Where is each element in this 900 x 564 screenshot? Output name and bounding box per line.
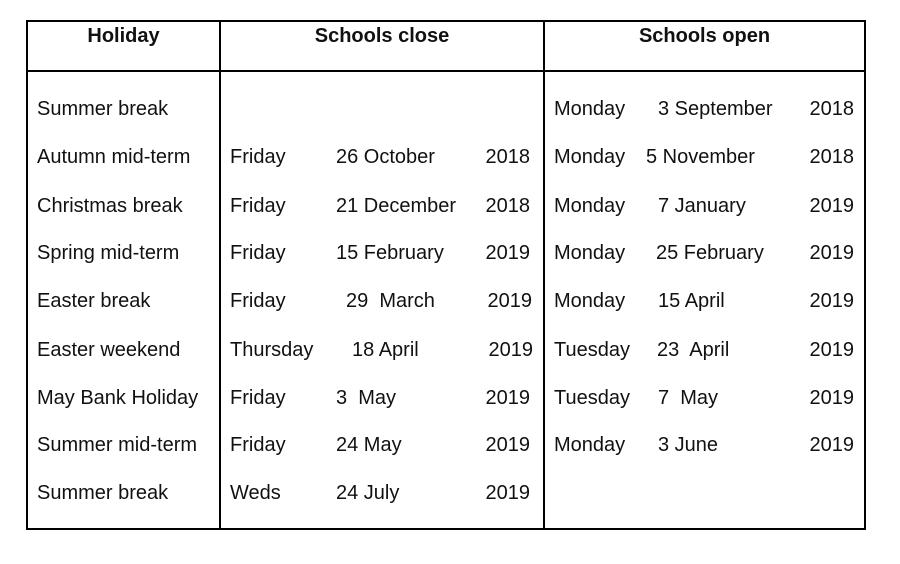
open-day-cell: Monday [554, 195, 626, 217]
close-year-cell: 2019 [488, 339, 533, 361]
close-day-cell: Friday [230, 242, 286, 264]
header-schools-close: Schools close [314, 25, 450, 47]
open-day-cell: Monday [554, 290, 626, 312]
close-date-cell: 26 October [336, 146, 435, 168]
holiday-name-cell: Easter weekend [37, 339, 181, 361]
open-year-cell: 2019 [809, 387, 854, 409]
close-day-cell: Friday [230, 290, 286, 312]
open-year-cell: 2018 [809, 98, 854, 120]
holiday-name-cell: Spring mid-term [37, 242, 180, 264]
open-date-cell: 25 February [656, 242, 764, 264]
column-divider [219, 20, 221, 530]
close-year-cell: 2019 [487, 290, 532, 312]
close-year-cell: 2019 [485, 387, 530, 409]
close-date-cell: 15 February [336, 242, 444, 264]
open-date-cell: 23 April [657, 339, 730, 361]
holiday-name-cell: Easter break [37, 290, 151, 312]
close-date-cell: 29 March [346, 290, 435, 312]
close-year-cell: 2019 [485, 482, 530, 504]
close-year-cell: 2019 [485, 242, 530, 264]
close-day-cell: Thursday [230, 339, 314, 361]
header-divider [26, 70, 866, 72]
holiday-name-cell: Summer break [37, 98, 169, 120]
open-date-cell: 5 November [646, 146, 755, 168]
open-date-cell: 15 April [658, 290, 725, 312]
open-year-cell: 2019 [809, 434, 854, 456]
holiday-name-cell: Autumn mid-term [37, 146, 191, 168]
column-divider [543, 20, 545, 530]
holiday-name-cell: Summer break [37, 482, 169, 504]
open-day-cell: Monday [554, 242, 626, 264]
open-date-cell: 7 May [658, 387, 719, 409]
close-day-cell: Friday [230, 387, 286, 409]
close-date-cell: 18 April [352, 339, 419, 361]
holiday-name-cell: May Bank Holiday [37, 387, 199, 409]
close-day-cell: Weds [230, 482, 281, 504]
open-date-cell: 3 September [658, 98, 773, 120]
close-day-cell: Friday [230, 146, 286, 168]
open-year-cell: 2019 [809, 242, 854, 264]
open-day-cell: Monday [554, 434, 626, 456]
open-year-cell: 2019 [809, 195, 854, 217]
close-year-cell: 2018 [485, 195, 530, 217]
close-date-cell: 3 May [336, 387, 397, 409]
open-day-cell: Monday [554, 146, 626, 168]
close-year-cell: 2019 [485, 434, 530, 456]
open-year-cell: 2018 [809, 146, 854, 168]
close-day-cell: Friday [230, 434, 286, 456]
close-day-cell: Friday [230, 195, 286, 217]
holiday-name-cell: Christmas break [37, 195, 183, 217]
open-date-cell: 7 January [658, 195, 746, 217]
close-date-cell: 24 May [336, 434, 402, 456]
open-day-cell: Monday [554, 98, 626, 120]
open-day-cell: Tuesday [554, 387, 630, 409]
open-day-cell: Tuesday [554, 339, 630, 361]
open-year-cell: 2019 [809, 339, 854, 361]
open-year-cell: 2019 [809, 290, 854, 312]
header-schools-open: Schools open [638, 25, 771, 47]
close-date-cell: 21 December [336, 195, 457, 217]
close-year-cell: 2018 [485, 146, 530, 168]
holiday-name-cell: Summer mid-term [37, 434, 198, 456]
header-holiday: Holiday [87, 25, 160, 47]
close-date-cell: 24 July [336, 482, 400, 504]
open-date-cell: 3 June [658, 434, 719, 456]
